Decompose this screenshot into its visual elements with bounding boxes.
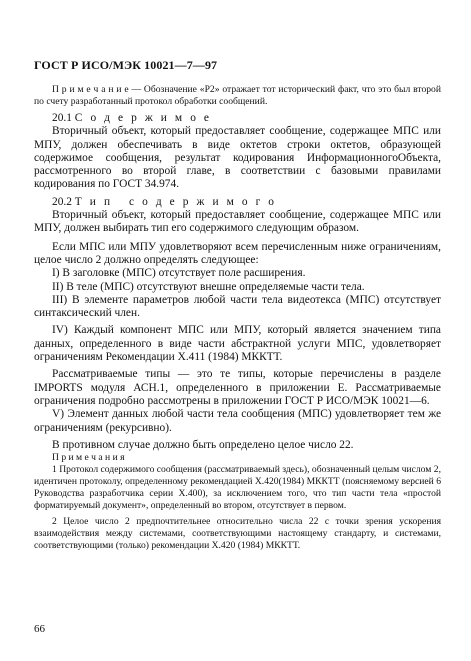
section-title: С о д е р ж и м о е xyxy=(74,112,212,124)
note-item: 1 Протокол содержимого сообщения (рассматриваемый здесь), обозначенный целым числом 2, идентичен протоколу, определенному рекомендацией X.420(1984) МККТТ (поясняемому версией 6 Руководства разработчика серии X.400), за исключением того, что тип части тела «простой форматируемый документ», определенный во втором, отсутствует в первом. xyxy=(34,464,441,512)
note-top xyxy=(34,84,441,108)
page-number: 66 xyxy=(34,623,45,635)
list-item: IV) Каждый компонент МПС или МПУ, который является значением типа данных, определенного в виде части абстрактной услуги МПС, удовлетворяет ограничениям Рекомендации X.411 (1984) МККТТ. xyxy=(34,324,441,364)
list-item: V) Элемент данных любой части тела сообщения (МПС) удовлетворяет тем же ограничениям (рекурсивно). xyxy=(34,408,441,434)
section-20-2-heading xyxy=(34,196,441,209)
paragraph-otherwise: В противном случае должно быть определено целое число 22. xyxy=(52,438,354,451)
section-title: Т и п с о д е р ж и м о г о xyxy=(74,195,277,208)
list-item: I) В заголовке (МПС) отсутствует поле расширения. xyxy=(52,267,306,280)
document-header: ГОСТ Р ИСО/МЭК 10021—7—97 xyxy=(34,58,218,72)
list-item: III) В элементе параметров любой части тела видеотекса (МПС) отсутствует синтаксический член. xyxy=(34,293,441,320)
section-number: 20.1 xyxy=(52,112,72,124)
note-item: 2 Целое число 2 предпочтительнее относительно числа 22 с точки зрения ускорения взаимодействия между системами, соответствующими настоящему стандарту, и системами, соответствующими (только) рекомендации X.420 (1984) МККТТ. xyxy=(34,516,441,552)
note-text: — Обозначение «Р2» отражает тот исторический факт, что это был второй по счету разработанный протокол обработки сообщений. xyxy=(34,84,441,107)
list-item: II) В теле (МПС) отсутствуют внешне определяемые части тела. xyxy=(52,280,365,293)
paragraph-types: Рассматриваемые типы — это те типы, которые перечислены в разделе IMPORTS модуля АСН.1, определенного в приложении Е. Рассматриваемые ограничения подробно рассмотрены в приложении ГОСТ Р ИСО/МЭК 10021—6. xyxy=(34,368,441,407)
note-label: П р и м е ч а н и е xyxy=(52,84,129,95)
section-20-2-text: Вторичный объект, который предоставляет сообщение, содержащее МПС или МПУ, должен выбирать тип его содержимого следующим образом. xyxy=(34,209,441,235)
section-20-1-heading xyxy=(34,112,441,125)
notes-block xyxy=(34,452,441,552)
document-body xyxy=(34,84,441,552)
notes-label: П р и м е ч а н и я xyxy=(52,452,125,464)
section-20-1-text: Вторичный объект, который предоставляет сообщение, содержащее МПС или МПУ, должен обеспечивать в виде октетов строки октетов, образующей содержимое сообщения, результат кодирования ИнформационногоОбъекта, рассмотренного во второй главе, в соответствии с базовыми правилами кодирования по ГОСТ 34.974. xyxy=(34,125,441,191)
paragraph-conditions: Если МПС или МПУ удовлетворяют всем перечисленным ниже ограничениям, целое число 2 должно определять следующее: xyxy=(34,240,441,266)
section-number: 20.2 xyxy=(52,195,72,208)
